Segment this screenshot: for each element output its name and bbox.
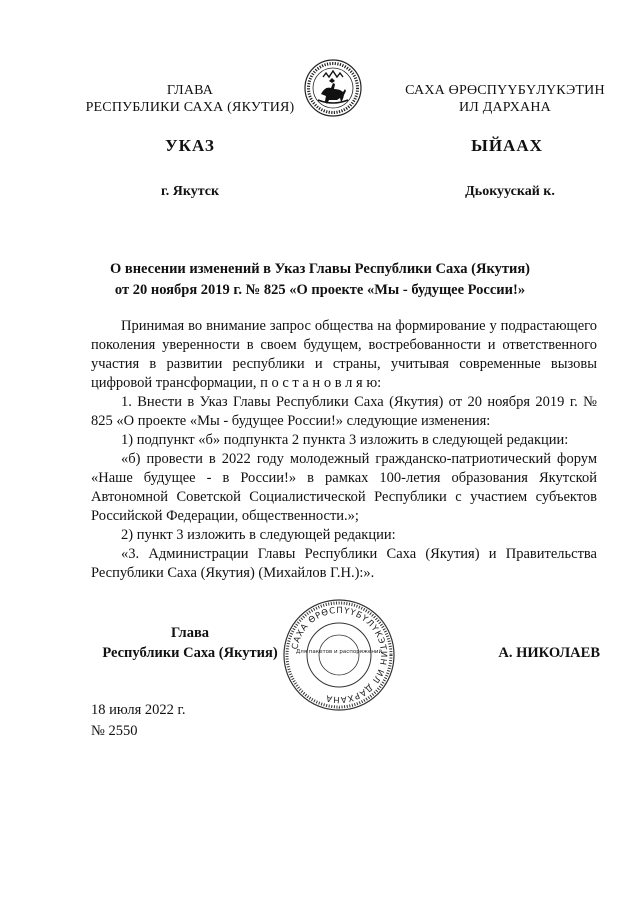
subject-line2: от 20 ноября 2019 г. № 825 «О проекте «Мы - будущее России!» bbox=[114, 282, 526, 298]
body-paragraph-1: Принимая во внимание запрос общества на формирование у подрастающего поколения уверенности в своем будущем, востребованности и ответственного участия в развитии республики и страны, учитывая современные вызовы цифровой трансформации, п о с т а н о в л я ю: bbox=[91, 318, 597, 391]
coat-of-arms-icon bbox=[303, 58, 363, 118]
header-right bbox=[385, 82, 625, 116]
signatory-name: А. НИКОЛАЕВ bbox=[498, 645, 600, 661]
document-subject bbox=[0, 259, 640, 301]
document-number: № 2550 bbox=[91, 723, 138, 739]
signature-title-line2: Республики Саха (Якутия) bbox=[102, 645, 278, 661]
body-paragraph-6: «3. Администрации Главы Республики Саха (Якутия) и Правительства Республики Саха (Якутия) (Михайлов Г.Н.):». bbox=[91, 546, 597, 581]
header-left bbox=[70, 82, 310, 116]
signature-title-line1: Глава bbox=[170, 625, 210, 641]
body-paragraph-2: 1. Внести в Указ Главы Республики Саха (Якутия) от 20 ноября 2019 г. № 825 «О проекте «Мы - будущее России!» следующие изменения: bbox=[91, 394, 597, 429]
document-date: 18 июля 2022 г. bbox=[91, 702, 186, 718]
body-paragraph-4: «б) провести в 2022 году молодежный гражданско-патриотический форум «Наше будущее - в России!» в рамках 100-летия образования Якутской Автономной Советской Социалистической Республики с участием субъектов Российской Федерации, общественности.»; bbox=[91, 451, 597, 524]
city-left: г. Якутск bbox=[160, 184, 220, 199]
city-right: Дьокуускай к. bbox=[465, 184, 555, 199]
document-body bbox=[91, 317, 597, 583]
official-seal-icon bbox=[282, 598, 396, 712]
signature-title bbox=[90, 623, 290, 663]
seal-outer-text: САХА ӨРӨСПҮҮБҮЛҮКЭТИН ИЛ ДАРХАНА bbox=[290, 605, 389, 705]
doc-type-left: УКАЗ bbox=[165, 136, 215, 155]
header-right-line1: САХА ӨРӨСПҮҮБҮЛҮКЭТИН bbox=[405, 83, 605, 98]
body-paragraph-3: 1) подпункт «б» подпункта 2 пункта 3 изложить в следующей редакции: bbox=[121, 432, 569, 448]
header-left-line2: РЕСПУБЛИКИ САХА (ЯКУТИЯ) bbox=[85, 100, 295, 115]
doc-type-right: ЫЙААХ bbox=[471, 136, 543, 155]
header-left-line1: ГЛАВА bbox=[166, 83, 214, 98]
svg-text:САХА ӨРӨСПҮҮБҮЛҮКЭТИН ИЛ ДАРХА bbox=[290, 606, 388, 704]
header-right-line2: ИЛ ДАРХАНА bbox=[458, 100, 551, 115]
seal-inner-text: Для пакетов и распоряжений bbox=[295, 649, 383, 655]
body-paragraph-5: 2) пункт 3 изложить в следующей редакции: bbox=[121, 527, 396, 543]
subject-line1: О внесении изменений в Указ Главы Республики Саха (Якутия) bbox=[109, 261, 531, 277]
